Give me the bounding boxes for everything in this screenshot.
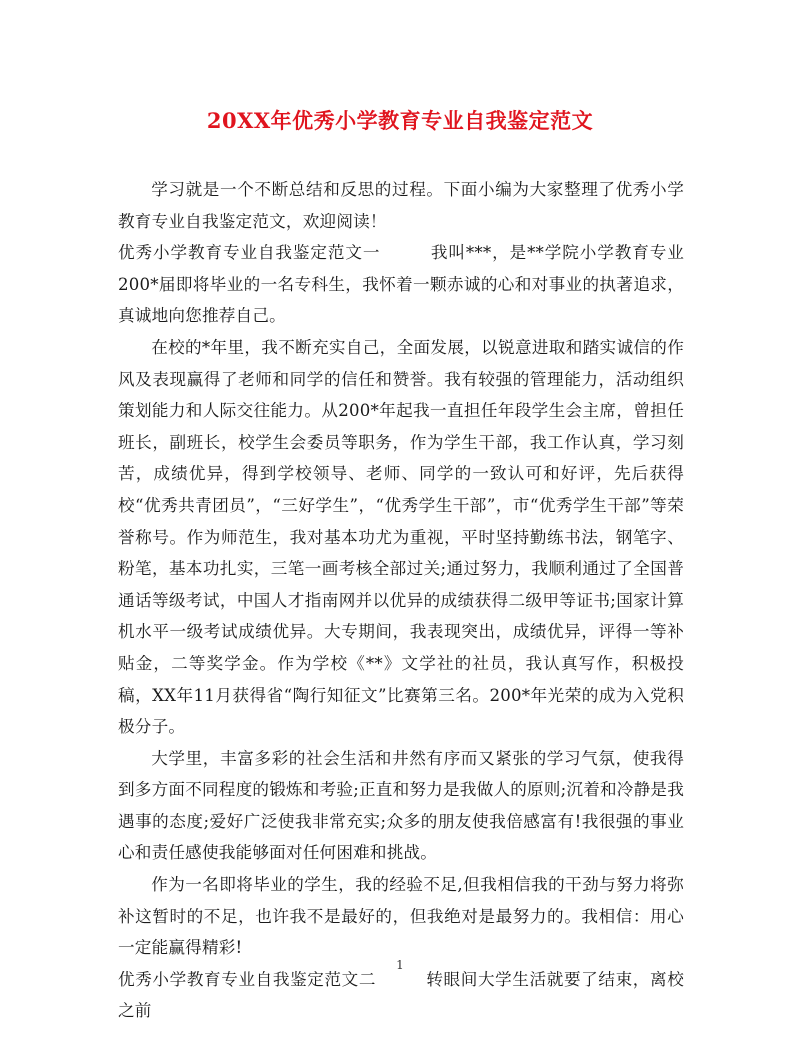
section-two-heading: 优秀小学教育专业自我鉴定范文二 xyxy=(118,969,377,989)
page-number: 1 xyxy=(396,958,404,972)
section-one-paragraph xyxy=(118,237,684,332)
section-one-text: 我叫***，是**学院小学教育专业200*届即将毕业的一名专科生，我怀着一颗赤诚的心和对事业的执著追求，真诚地向您推荐自己。 xyxy=(118,243,685,326)
section-two-text: 转眼间大学生活就要了结束，离校之前 xyxy=(118,969,685,1021)
university-life-paragraph: 大学里，丰富多彩的社会生活和井然有序而又紧张的学习气氛，使我得到多方面不同程度的锻炼和考验;正直和努力是我做人的原则;沉着和冷静是我遇事的态度;爱好广泛使我非常充实;众多的朋友使我倍感富有!我很强的事业心和责任感使我能够面对任何困难和挑战。 xyxy=(118,748,684,863)
campus-experience-paragraph: 在校的*年里，我不断充实自己，全面发展，以锐意进取和踏实诚信的作风及表现赢得了老师和同学的信任和赞誉。我有较强的管理能力，活动组织策划能力和人际交往能力。从200*年起我一直担任年段学生会主席，曾担任班长，副班长，校学生会委员等职务，作为学生干部，我工作认真，学习刻苦，成绩优异，得到学校领导、老师、同学的一致认可和好评，先后获得校“优秀共青团员”，“三好学生”，“优秀学生干部”，市“优秀学生干部”等荣誉称号。作为师范生，我对基本功尤为重视，平时坚持勤练书法，钢笔字、粉笔，基本功扎实，三笔一画考核全部过关;通过努力，我顺利通过了全国普通话等级考试，中国人才指南网并以优异的成绩获得二级甲等证书;国家计算机水平一级考试成绩优异。大专期间，我表现突出，成绩优异，评得一等补贴金，二等奖学金。作为学校《**》文学社的社员，我认真写作，积极投稿，XX年11月获得省“陶行知征文”比赛第三名。200*年光荣的成为入党积极分子。 xyxy=(118,337,684,737)
document-body xyxy=(118,174,684,1027)
intro-paragraph: 学习就是一个不断总结和反思的过程。下面小编为大家整理了优秀小学教育专业自我鉴定范文，欢迎阅读！ xyxy=(118,180,684,231)
document-title: 20XX年优秀小学教育专业自我鉴定范文 xyxy=(206,108,594,133)
closing-paragraph: 作为一名即将毕业的学生，我的经验不足,但我相信我的干劲与努力将弥补这暂时的不足，也许我不是最好的，但我绝对是最努力的。我相信：用心一定能赢得精彩! xyxy=(118,875,684,958)
section-two-paragraph xyxy=(118,964,684,1027)
section-one-heading: 优秀小学教育专业自我鉴定范文一 xyxy=(118,243,381,263)
